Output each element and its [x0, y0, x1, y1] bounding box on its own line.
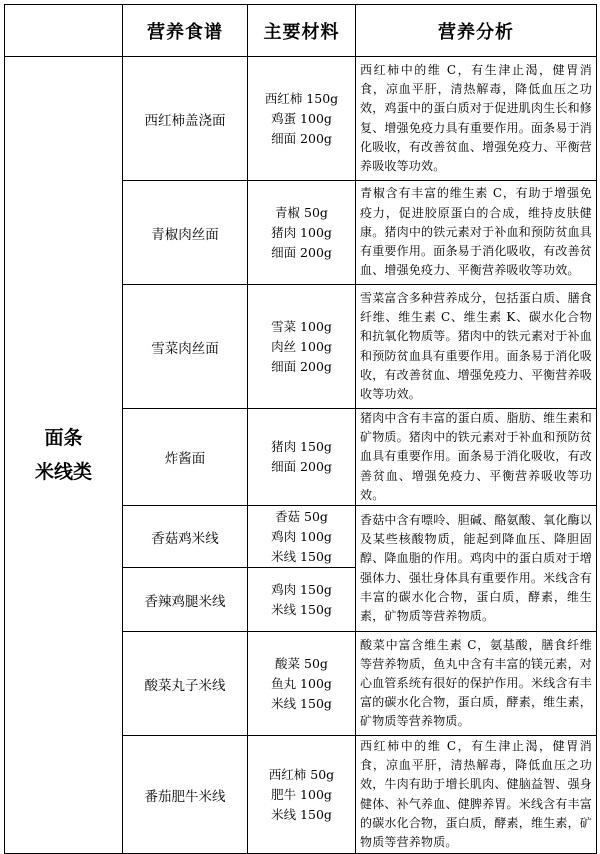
- material-item: 西红柿 150g: [264, 90, 339, 106]
- recipe-name: 炸酱面: [123, 409, 248, 506]
- material-item: 鸡蛋 100g: [271, 110, 332, 126]
- materials-cell: [248, 285, 356, 409]
- material-item: 米线 150g: [271, 695, 332, 711]
- analysis-text: 酸菜中富含维生素 C，氨基酸，膳食纤维等营养物质，鱼丸中含有丰富的镁元素，对心血管系统有很好的保护作用。米线含有丰富的碳水化合物，蛋白质，酵素，维生素，矿物质等营养物质。: [356, 632, 597, 736]
- category-cell: [5, 57, 123, 854]
- table-row: [5, 57, 597, 181]
- material-item: 肥牛 100g: [271, 786, 332, 802]
- material-item: 香菇 50g: [275, 508, 328, 524]
- materials-cell: [248, 568, 356, 632]
- recipe-name: 青椒肉丝面: [123, 181, 248, 285]
- material-item: 雪菜 100g: [271, 318, 332, 334]
- recipe-name: 番茄肥牛米线: [123, 736, 248, 854]
- material-item: 鸡肉 150g: [271, 581, 332, 597]
- category-line-1: 面条: [44, 427, 83, 449]
- category-line-2: 米线类: [34, 461, 92, 483]
- recipe-name: 西红柿盖浇面: [123, 57, 248, 181]
- analysis-text: 猪肉中含有丰富的蛋白质、脂肪、维生素和矿物质。猪肉中的铁元素对于补血和预防贫血具有重要作用。面条易于消化吸收，有改善贫血、增强免疫力、平衡营养吸收等功效。: [356, 409, 597, 506]
- material-item: 西红柿 50g: [268, 766, 335, 782]
- material-item: 细面 200g: [271, 244, 332, 260]
- nutrition-recipe-table: [4, 4, 597, 854]
- material-item: 细面 200g: [271, 459, 332, 474]
- material-item: 猪肉 100g: [271, 224, 332, 240]
- recipe-name: 香辣鸡腿米线: [123, 568, 248, 632]
- header-row: [5, 5, 597, 57]
- material-item: 米线 150g: [271, 806, 332, 822]
- materials-cell: [248, 409, 356, 506]
- material-item: 肉丝 100g: [271, 338, 332, 354]
- material-item: 细面 200g: [271, 358, 332, 374]
- header-analysis: 营养分析: [356, 5, 597, 57]
- analysis-text: 西红柿中的维 C，有生津止渴，健胃消食，凉血平肝，清热解毒，降低血压之功效，鸡蛋中的蛋白质对于促进肌肉生长和修复、增强免疫力具有重要作用。面条易于消化吸收，有改善贫血、增强免疫力、平衡营养吸收等功效。: [356, 57, 597, 181]
- materials-cell: [248, 632, 356, 736]
- analysis-text: 西红柿中的维 C，有生津止渴，健胃消食，凉血平肝，清热解毒，降低血压之功效，牛肉有助于增长肌肉、健脑益智、强身健体、补气养血、健脾养胃。米线含有丰富的碳水化合物，蛋白质，酵素，维生素，矿物质等营养物质。: [356, 736, 597, 854]
- recipe-name: 香菇鸡米线: [123, 506, 248, 568]
- analysis-text: 雪菜富含多种营养成分，包括蛋白质、膳食纤维、维生素 C、维生素 K、碳水化合物和抗氧化物质等。猪肉中的铁元素对于补血和预防贫血具有重要作用。面条易于消化吸收，有改善贫血、增强免疫力、平衡营养吸收等功效。: [356, 285, 597, 409]
- header-recipe: 营养食谱: [123, 5, 248, 57]
- material-item: 酸菜 50g: [275, 655, 328, 671]
- materials-cell: [248, 181, 356, 285]
- analysis-text: 香菇中含有嘌呤、胆碱、酪氨酸、氧化酶以及某些核酸物质，能起到降血压、降胆固醇、降血脂的作用。鸡肉中的蛋白质对于增强体力、强壮身体具有重要作用。米线含有丰富的碳水化合物，蛋白质，酵素，维生素，矿物质等营养物质。: [356, 506, 597, 632]
- material-item: 鱼丸 100g: [271, 675, 332, 691]
- header-category: [5, 5, 123, 57]
- material-item: 鸡肉 100g: [271, 528, 332, 544]
- material-item: 米线 150g: [271, 601, 332, 617]
- material-item: 细面 200g: [271, 130, 332, 146]
- header-materials: 主要材料: [248, 5, 356, 57]
- material-item: 米线 150g: [271, 548, 332, 564]
- materials-cell: [248, 506, 356, 568]
- material-item: 猪肉 150g: [271, 439, 332, 454]
- recipe-name: 雪菜肉丝面: [123, 285, 248, 409]
- material-item: 青椒 50g: [275, 204, 328, 220]
- materials-cell: [248, 736, 356, 854]
- materials-cell: [248, 57, 356, 181]
- analysis-text: 青椒含有丰富的维生素 C，有助于增强免疫力，促进胶原蛋白的合成，维持皮肤健康。猪肉中的铁元素对于补血和预防贫血具有重要作用。面条易于消化吸收，有改善贫血、增强免疫力、平衡营养吸收等功效。: [356, 181, 597, 285]
- recipe-name: 酸菜丸子米线: [123, 632, 248, 736]
